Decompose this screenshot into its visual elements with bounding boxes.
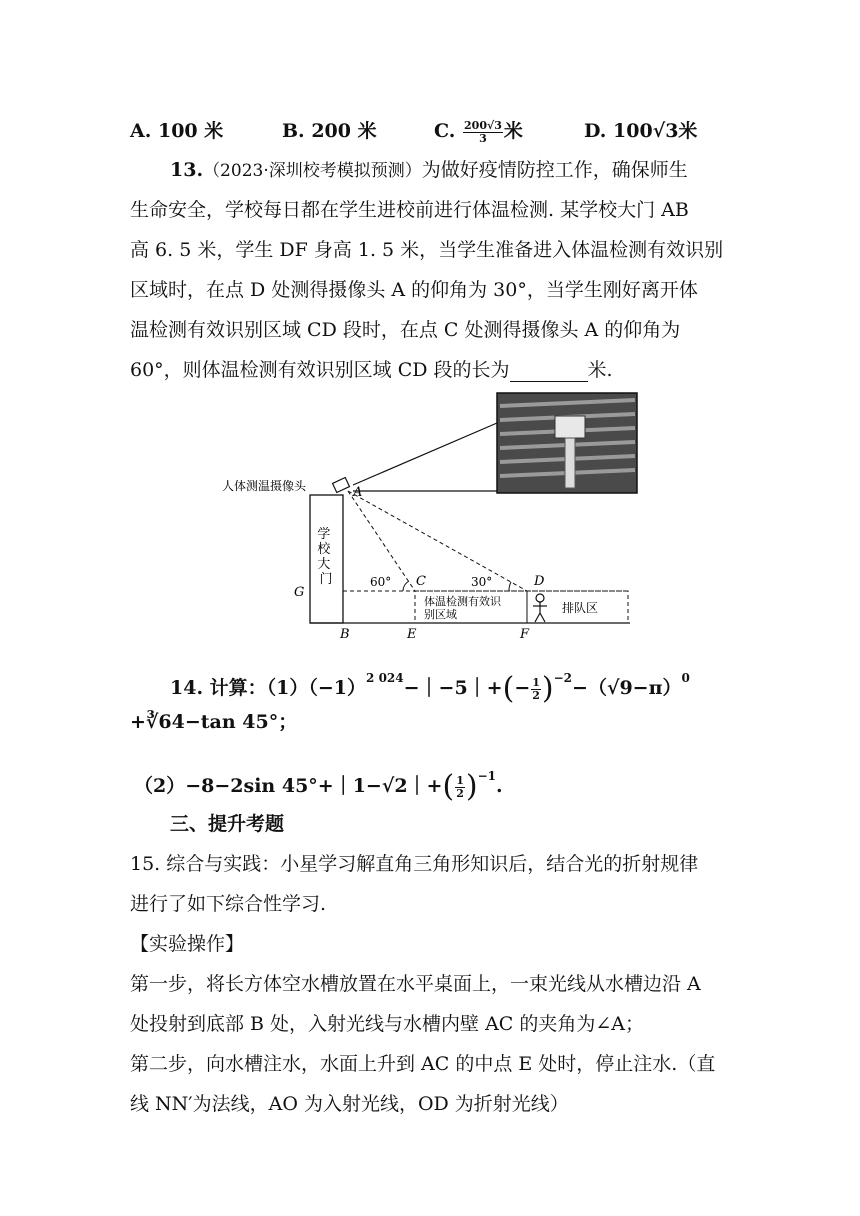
q14-line-2: +∛64−tan 45°； bbox=[130, 711, 298, 733]
q14-line-3: （2）−8−2sin 45°+｜1−√2｜+( $\frac{1}{2}$ )$^{-1}$. bbox=[134, 769, 503, 804]
angle-60-label: 60° bbox=[370, 575, 392, 589]
q13-line-3: 高 6. 5 米，学生 DF 身高 1. 5 米，当学生准备进入体温检测有效识别 bbox=[130, 239, 724, 261]
q13-line-5: 温检测有效识别区域 CD 段时，在点 C 处测得摄像头 A 的仰角为 bbox=[130, 319, 681, 341]
point-d: D bbox=[534, 574, 545, 589]
point-b: B bbox=[340, 627, 350, 642]
gate-char-4: 门 bbox=[319, 572, 333, 587]
angle-30-label: 30° bbox=[471, 575, 493, 589]
q13-line-6: 60°，则体温检测有效识别区域 CD 段的长为 米. bbox=[130, 359, 613, 381]
queue-label: 排队区 bbox=[562, 601, 599, 615]
q13-line-2: 生命安全，学校每日都在学生进校前进行体温检测. 某学校大门 AB bbox=[130, 199, 689, 221]
point-c: C bbox=[416, 574, 426, 589]
q13-line-1: 13.（2023·深圳校考模拟预测）为做好疫情防控工作，确保师生 bbox=[170, 159, 688, 181]
point-f: F bbox=[520, 627, 530, 642]
point-a: A bbox=[353, 485, 363, 500]
q15-line-1: 15. 综合与实践：小星学习解直角三角形知识后，结合光的折射规律 bbox=[130, 853, 699, 875]
q13-line-4: 区域时，在点 D 处测得摄像头 A 的仰角为 30°，当学生刚好离开体 bbox=[130, 279, 698, 301]
q15-line-6: 第二步，向水槽注水，水面上升到 AC 的中点 E 处时，停止注水.（直 bbox=[130, 1053, 716, 1075]
gate-char-2: 校 bbox=[317, 542, 331, 557]
q14-line-1: 14. 计算：$(1)(-1)^{2 024}-|-5|+(-$ $\frac{1}{2}$ )$^{-2}-(√9-\pi)^0$ bbox=[170, 671, 690, 706]
answer-blank bbox=[510, 363, 588, 382]
gate-char-3: 大 bbox=[317, 557, 331, 572]
option-b: B. 200 米 bbox=[282, 120, 377, 142]
q15-line-5: 处投射到底部 B 处，入射光线与水槽内壁 AC 的夹角为∠A； bbox=[130, 1013, 645, 1035]
camera-label: 人体测温摄像头 bbox=[222, 479, 307, 493]
q15-line-4: 第一步，将长方体空水槽放置在水平桌面上，一束光线从水槽边沿 A bbox=[130, 973, 701, 995]
option-c-fraction: $\frac{200√3}{3}$ bbox=[464, 118, 502, 145]
q15-line-2: 进行了如下综合性学习. bbox=[130, 893, 327, 915]
section-heading: 三、提升考题 bbox=[170, 813, 285, 835]
gate-char-1: 学 bbox=[317, 527, 331, 542]
q15-line-3: 【实验操作】 bbox=[130, 933, 245, 955]
point-e: E bbox=[407, 627, 417, 642]
camera-device bbox=[555, 416, 585, 438]
camera-icon bbox=[333, 478, 350, 493]
point-g: G bbox=[294, 585, 305, 600]
q15-line-7: 线 NN′为法线，AO 为入射光线，OD 为折射光线） bbox=[130, 1093, 569, 1115]
zone-label: 体温检测有效识 别区域 bbox=[424, 595, 501, 621]
option-c: C. $\frac{200√3}{3}$ 米 bbox=[434, 118, 523, 145]
svg-text:学 校 大 门 bbox=[317, 527, 334, 587]
option-d: D. 100√3米 bbox=[584, 120, 698, 142]
option-a: A. 100 米 bbox=[130, 120, 224, 142]
student-figure bbox=[533, 594, 547, 622]
gate-figure bbox=[210, 388, 650, 643]
